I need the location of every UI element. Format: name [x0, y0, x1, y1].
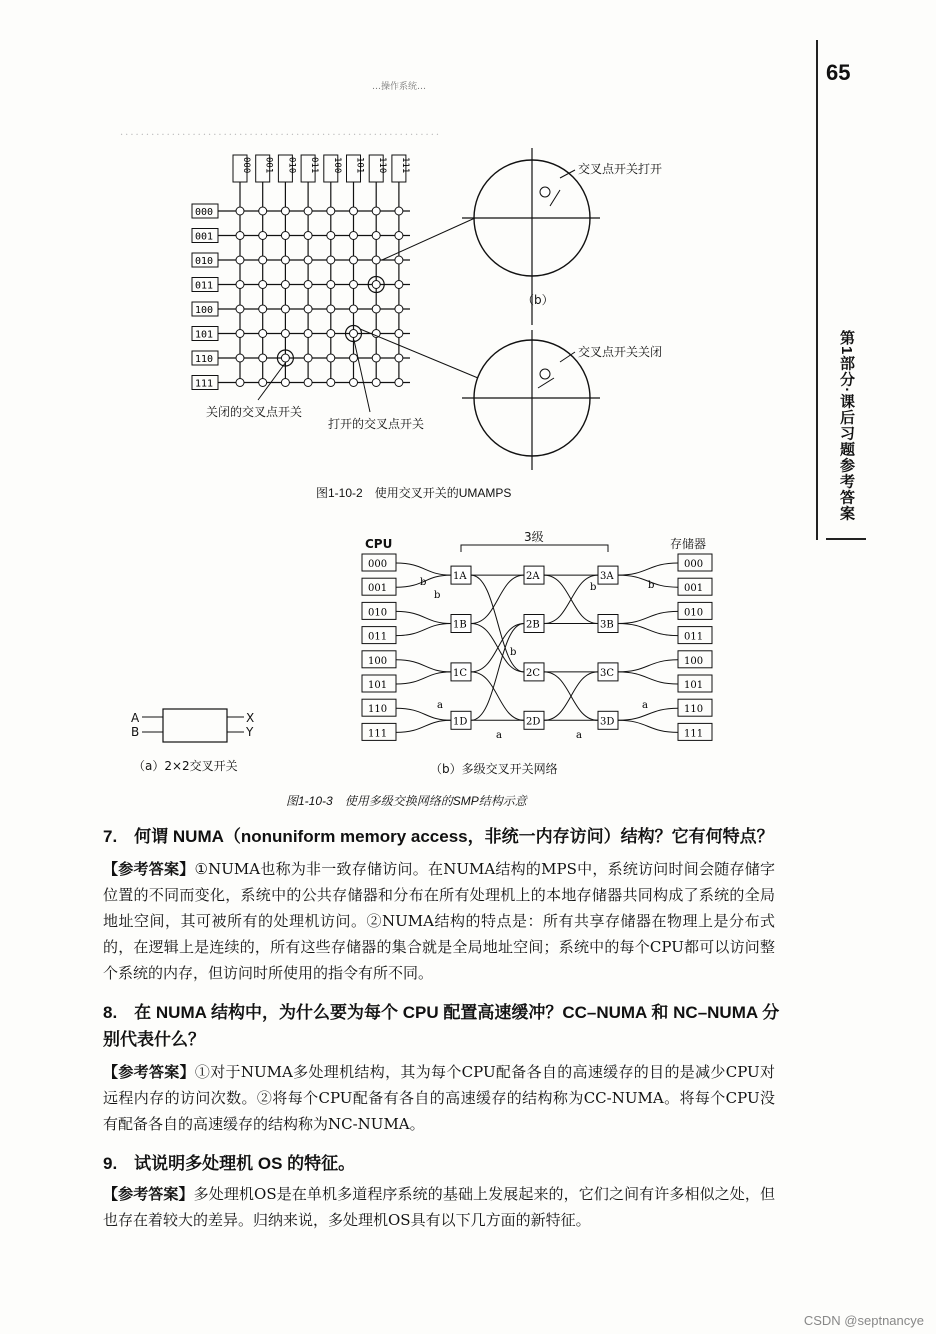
cpu-label: 011 — [368, 631, 388, 643]
link — [618, 660, 678, 672]
link — [618, 563, 678, 575]
cpu-label: 100 — [368, 655, 388, 667]
input-label: 000 — [195, 207, 214, 218]
answer-text: ①对于NUMA多处理机结构，其为每个CPU配备各自的高速缓存的目的是减少CPU对远程内存的访问次数。②将每个CPU配备有各自的高速缓存的结构称为CC-NUMA。将每个CPU没有配备各自的高速缓存的结构称为NC-NUMA。 — [103, 1063, 775, 1133]
output-label: 010 — [286, 157, 297, 174]
link — [471, 624, 524, 721]
question-7: 7. 何谓 NUMA（nonuniform memory access，非统一内存访问）结构？它有何特点？ — [103, 827, 774, 846]
switch-label: 1D — [453, 716, 468, 728]
memory-label: 100 — [684, 655, 704, 667]
path-tag: b — [590, 582, 597, 593]
link — [544, 672, 598, 720]
link — [396, 624, 451, 636]
switch-label: 2B — [526, 619, 540, 631]
link — [618, 672, 678, 684]
answer-text: ①NUMA也称为非一致存储访问。在NUMA结构的MPS中，系统访问时间会随存储字位置的不同而变化，系统中的公共存储器和分布在所有处理机上的本地存储器共同构成了系统的全局地址空间，其可被所有的处理机访问。②NUMA结构的特点是：所有共享存储器在物理上是分布式的，在逻辑上是连续的，所有这些存储器的集合就是全局地址空间；系统中的每个CPU都可以访问整个系统的内存，但访问时所使用的指令有所不同。 — [103, 860, 775, 982]
switch-label: 3A — [600, 571, 614, 583]
switch-input-b: B — [131, 725, 140, 739]
link — [471, 575, 524, 623]
link — [396, 672, 451, 684]
answer-8 — [103, 1059, 775, 1137]
memory-heading: 存储器 — [670, 537, 707, 551]
switch-label: 1A — [453, 571, 467, 583]
switch-output-y: Y — [246, 725, 254, 739]
figure-caption: 图1-10-3 使用多级交换网络的SMP结构示意 — [286, 794, 527, 808]
section-label: 第1部分·课后习题参考答案 — [838, 330, 855, 522]
memory-label: 010 — [684, 607, 704, 619]
closed-switch-label: 关闭的交叉点开关 — [206, 405, 303, 419]
input-label: 111 — [195, 378, 214, 390]
input-label: 101 — [195, 329, 214, 341]
input-label: 011 — [195, 280, 214, 292]
sub-a-caption: （a）2×2交叉开关 — [133, 759, 238, 773]
link — [618, 611, 678, 623]
switch-label: 3C — [600, 667, 615, 679]
memory-label: 011 — [684, 631, 704, 643]
link — [396, 563, 451, 575]
input-label: 100 — [195, 305, 214, 316]
link — [396, 660, 451, 672]
input-label: 001 — [195, 231, 214, 243]
output-label: 001 — [263, 157, 274, 174]
answer-tag: 【参考答案】 — [103, 860, 195, 878]
path-tag: a — [576, 730, 582, 741]
bleed-through: ······························································ — [120, 130, 442, 141]
memory-label: 101 — [684, 680, 704, 691]
switch-label: 2C — [526, 667, 541, 679]
cpu-label: 110 — [368, 704, 388, 716]
crossbar-2x2-box — [163, 709, 227, 742]
open-switch-label: 打开的交叉点开关 — [328, 417, 425, 431]
memory-label: 001 — [684, 583, 704, 595]
answer-9 — [103, 1181, 775, 1233]
cpu-heading: CPU — [365, 537, 393, 551]
output-label: 111 — [399, 157, 410, 174]
stage-bracket — [461, 545, 608, 552]
path-tag: b — [420, 577, 427, 588]
cpu-label: 001 — [368, 583, 388, 595]
cpu-label: 101 — [368, 680, 388, 691]
input-label: 010 — [195, 256, 214, 267]
stage-heading: 3级 — [524, 530, 544, 544]
cpu-label: 111 — [368, 728, 388, 740]
switch-label: 2A — [526, 571, 540, 583]
cpu-label: 010 — [368, 607, 388, 619]
path-tag: b — [648, 580, 655, 591]
sub-b-label: （b） — [522, 293, 554, 307]
question-8: 8. 在 NUMA 结构中，为什么要为每个 CPU 配置高速缓冲？CC–NUMA 和 NC–NUMA 分别代表什么？ — [103, 1003, 780, 1049]
path-tag: b — [510, 647, 517, 658]
cpu-label: 000 — [368, 559, 388, 570]
link — [471, 672, 524, 720]
switch-label: 2D — [526, 716, 541, 728]
output-label: 100 — [331, 157, 342, 174]
output-label: 011 — [309, 157, 320, 174]
answer-tag: 【参考答案】 — [103, 1185, 194, 1203]
switch-label: 1C — [453, 667, 468, 679]
output-label: 000 — [241, 157, 251, 174]
link — [396, 611, 451, 623]
memory-label: 111 — [684, 728, 704, 740]
input-label: 110 — [195, 354, 214, 365]
path-tag: b — [434, 590, 441, 601]
running-title: …操作系统… — [372, 82, 427, 92]
link — [618, 720, 678, 732]
output-label: 101 — [354, 157, 365, 174]
answer-7 — [103, 856, 775, 986]
memory-label: 000 — [684, 559, 704, 570]
figure-caption: 图1-10-2 使用交叉开关的UMAMPS — [316, 486, 512, 500]
page-number: 65 — [826, 60, 851, 85]
answer-text: 多处理机OS是在单机多道程序系统的基础上发展起来的，它们之间有许多相似之处，但也存在着较大的差异。归纳来说，多处理机OS具有以下几方面的新特征。 — [103, 1185, 775, 1229]
question-9: 9. 试说明多处理机 OS 的特征。 — [103, 1154, 356, 1173]
link — [396, 720, 451, 732]
switch-label: 3B — [600, 619, 614, 631]
watermark: CSDN @septnancye — [803, 1313, 924, 1328]
closed-circle-label: 交叉点开关关闭 — [578, 345, 663, 359]
switch-output-x: X — [246, 711, 255, 725]
switch-label: 1B — [453, 619, 467, 631]
path-tag: a — [642, 700, 648, 711]
answer-tag: 【参考答案】 — [103, 1063, 195, 1081]
memory-label: 110 — [684, 704, 704, 716]
open-circle-label: 交叉点开关打开 — [578, 162, 663, 176]
output-label: 110 — [377, 157, 388, 174]
sub-b-caption: （b）多级交叉开关网络 — [430, 762, 558, 776]
switch-label: 3D — [600, 716, 615, 728]
path-tag: a — [496, 730, 502, 741]
link — [618, 624, 678, 636]
link — [618, 708, 678, 720]
path-tag: a — [437, 700, 443, 711]
switch-input-a: A — [131, 711, 140, 725]
